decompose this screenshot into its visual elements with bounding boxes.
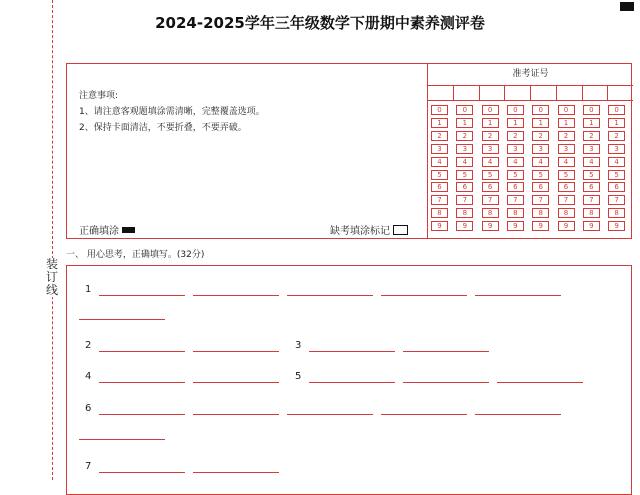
question-number: 5 (295, 371, 302, 382)
absent-mark-label: 缺考填涂标记 (330, 226, 390, 237)
exam-id-bubble[interactable]: 3 (583, 144, 600, 154)
exam-id-bubble[interactable]: 3 (456, 144, 473, 154)
answer-blank[interactable] (79, 439, 165, 440)
exam-id-write-cell[interactable] (608, 85, 633, 100)
exam-id-bubble[interactable]: 9 (532, 221, 549, 231)
exam-id-bubble[interactable]: 6 (532, 182, 549, 192)
exam-id-bubble[interactable]: 8 (583, 208, 600, 218)
answer-blank[interactable] (475, 295, 561, 296)
exam-id-bubble[interactable]: 3 (558, 144, 575, 154)
exam-id-bubble[interactable]: 0 (507, 105, 524, 115)
exam-id-bubble[interactable]: 8 (558, 208, 575, 218)
exam-id-bubble[interactable]: 4 (456, 157, 473, 167)
exam-id-bubble[interactable]: 6 (456, 182, 473, 192)
answer-blank[interactable] (99, 295, 185, 296)
notes-heading: 注意事项: (79, 91, 119, 101)
exam-id-bubble[interactable]: 7 (482, 195, 499, 205)
binding-char-3: 线 (45, 283, 58, 297)
exam-id-write-cell[interactable] (428, 85, 454, 100)
exam-id-bubble[interactable]: 2 (507, 131, 524, 141)
note-item: 1、请注意客观题填涂需清晰，完整覆盖选项。 (79, 107, 265, 117)
exam-id-bubble[interactable]: 6 (507, 182, 524, 192)
exam-id-bubble[interactable]: 7 (558, 195, 575, 205)
exam-id-bubble[interactable]: 8 (456, 208, 473, 218)
exam-id-bubble[interactable]: 7 (532, 195, 549, 205)
exam-id-bubble[interactable]: 7 (608, 195, 625, 205)
answer-blank[interactable] (193, 414, 279, 415)
exam-id-bubble[interactable]: 8 (608, 208, 625, 218)
exam-id-bubble[interactable]: 2 (532, 131, 549, 141)
answer-blank[interactable] (193, 382, 279, 383)
exam-id-bubble[interactable]: 1 (482, 118, 499, 128)
question-number: 6 (85, 403, 92, 414)
exam-id-bubble[interactable]: 5 (431, 170, 448, 180)
binding-label (44, 258, 60, 297)
answer-blank[interactable] (193, 472, 279, 473)
answer-blank[interactable] (475, 414, 561, 415)
exam-id-bubble[interactable]: 1 (507, 118, 524, 128)
exam-id-bubble[interactable]: 4 (608, 157, 625, 167)
answer-blank[interactable] (99, 414, 185, 415)
exam-id-bubble[interactable]: 7 (507, 195, 524, 205)
exam-id-bubble[interactable]: 8 (482, 208, 499, 218)
answer-blank[interactable] (309, 382, 395, 383)
correct-fill-label: 正确填涂 (79, 226, 119, 237)
exam-id-bubble[interactable]: 6 (482, 182, 499, 192)
exam-id-bubble[interactable]: 1 (532, 118, 549, 128)
exam-id-title: 准考证号 (428, 64, 633, 86)
answer-blank[interactable] (381, 295, 467, 296)
exam-id-bubble[interactable]: 1 (558, 118, 575, 128)
exam-id-bubble[interactable]: 6 (558, 182, 575, 192)
answer-area (66, 265, 632, 495)
exam-id-bubble[interactable]: 4 (583, 157, 600, 167)
question-number: 4 (85, 371, 92, 382)
exam-id-write-row (428, 85, 633, 101)
exam-id-bubble[interactable]: 2 (608, 131, 625, 141)
answer-blank[interactable] (99, 382, 185, 383)
exam-id-bubble[interactable]: 3 (532, 144, 549, 154)
exam-id-bubble[interactable]: 7 (456, 195, 473, 205)
exam-id-bubble[interactable]: 0 (482, 105, 499, 115)
answer-blank[interactable] (309, 351, 395, 352)
exam-id-bubble[interactable]: 2 (482, 131, 499, 141)
question-number: 1 (85, 284, 92, 295)
exam-id-write-cell[interactable] (505, 85, 531, 100)
exam-id-bubble[interactable]: 3 (608, 144, 625, 154)
section-1-title: 一、 用心思考，正确填写。(32分) (66, 250, 205, 260)
exam-id-bubble[interactable]: 0 (583, 105, 600, 115)
exam-id-bubble[interactable]: 2 (558, 131, 575, 141)
correct-fill-example (79, 222, 135, 237)
exam-id-write-cell[interactable] (583, 85, 609, 100)
binding-char-2: 订 (45, 270, 58, 284)
exam-id-bubble[interactable]: 3 (431, 144, 448, 154)
exam-id-bubble[interactable]: 1 (456, 118, 473, 128)
exam-id-bubble[interactable]: 5 (558, 170, 575, 180)
exam-id-bubble[interactable]: 1 (583, 118, 600, 128)
filled-swatch-icon (122, 227, 135, 233)
exam-id-bubble[interactable]: 6 (583, 182, 600, 192)
exam-id-bubble[interactable]: 2 (431, 131, 448, 141)
answer-blank[interactable] (193, 295, 279, 296)
exam-id-bubble[interactable]: 5 (482, 170, 499, 180)
exam-id-bubble[interactable]: 2 (456, 131, 473, 141)
info-box (66, 63, 632, 239)
question-number: 3 (295, 340, 302, 351)
exam-id-bubble[interactable]: 0 (532, 105, 549, 115)
exam-id-bubble[interactable]: 2 (583, 131, 600, 141)
exam-id-write-cell[interactable] (454, 85, 480, 100)
question-number: 7 (85, 461, 92, 472)
exam-id-bubble[interactable]: 9 (608, 221, 625, 231)
exam-id-bubble[interactable]: 4 (482, 157, 499, 167)
exam-id-bubble[interactable]: 1 (608, 118, 625, 128)
exam-id-bubble[interactable]: 4 (558, 157, 575, 167)
exam-id-bubble[interactable]: 7 (431, 195, 448, 205)
answer-blank[interactable] (403, 351, 489, 352)
binding-line (52, 0, 53, 480)
answer-blank[interactable] (497, 382, 583, 383)
exam-id-bubble[interactable]: 9 (558, 221, 575, 231)
exam-id-bubble[interactable]: 3 (482, 144, 499, 154)
answer-blank[interactable] (193, 351, 279, 352)
exam-id-bubble[interactable]: 0 (558, 105, 575, 115)
question-number: 2 (85, 340, 92, 351)
page-title: 2024-2025学年三年级数学下册期中素养测评卷 (155, 14, 485, 32)
exam-id-bubble[interactable]: 0 (608, 105, 625, 115)
exam-id-bubble[interactable]: 0 (431, 105, 448, 115)
exam-id-bubble[interactable]: 7 (583, 195, 600, 205)
exam-id-bubble[interactable]: 5 (583, 170, 600, 180)
answer-blank[interactable] (287, 414, 373, 415)
answer-blank[interactable] (403, 382, 489, 383)
answer-blank[interactable] (79, 319, 165, 320)
exam-id-write-cell[interactable] (531, 85, 557, 100)
exam-id-bubble[interactable]: 6 (608, 182, 625, 192)
exam-id-bubble[interactable]: 9 (507, 221, 524, 231)
exam-id-bubble[interactable]: 9 (583, 221, 600, 231)
note-item: 2、保持卡面清洁，不要折叠，不要弄破。 (79, 123, 247, 133)
exam-id-write-cell[interactable] (480, 85, 506, 100)
exam-id-bubble[interactable]: 1 (431, 118, 448, 128)
exam-id-bubble[interactable]: 5 (456, 170, 473, 180)
exam-id-bubble[interactable]: 9 (431, 221, 448, 231)
exam-id-bubble[interactable]: 3 (507, 144, 524, 154)
exam-id-bubble[interactable]: 5 (608, 170, 625, 180)
exam-id-bubble[interactable]: 4 (532, 157, 549, 167)
answer-blank[interactable] (287, 295, 373, 296)
exam-id-bubble[interactable]: 8 (431, 208, 448, 218)
exam-id-bubble[interactable]: 5 (532, 170, 549, 180)
answer-blank[interactable] (99, 472, 185, 473)
absent-mark-checkbox[interactable] (393, 225, 408, 235)
exam-id-bubble[interactable]: 0 (456, 105, 473, 115)
exam-id-bubble[interactable]: 5 (507, 170, 524, 180)
exam-id-write-cell[interactable] (557, 85, 583, 100)
exam-id-bubble[interactable]: 8 (532, 208, 549, 218)
answer-blank[interactable] (381, 414, 467, 415)
exam-id-bubble[interactable]: 9 (456, 221, 473, 231)
exam-id-bubble[interactable]: 8 (507, 208, 524, 218)
exam-id-bubble[interactable]: 4 (431, 157, 448, 167)
binding-char-1: 装 (45, 257, 58, 271)
exam-id-bubble[interactable]: 6 (431, 182, 448, 192)
exam-id-bubble[interactable]: 4 (507, 157, 524, 167)
answer-blank[interactable] (99, 351, 185, 352)
absent-mark-field[interactable] (330, 222, 408, 237)
exam-id-bubble[interactable]: 9 (482, 221, 499, 231)
title-area (0, 0, 640, 40)
exam-id-panel (427, 64, 633, 238)
